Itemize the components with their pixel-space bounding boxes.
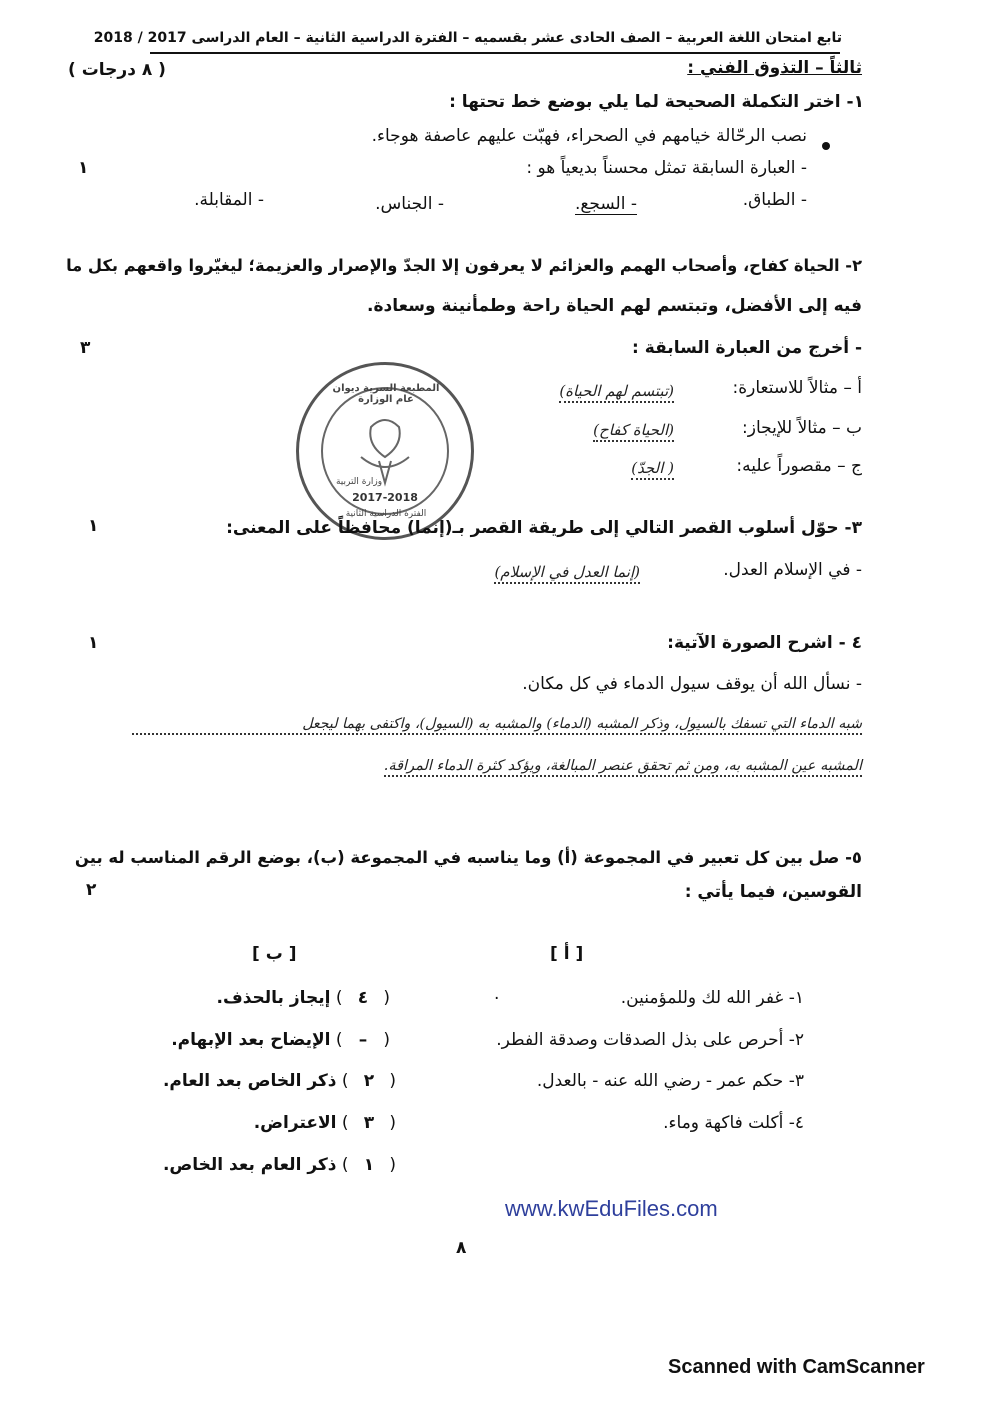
q5-group-b-answer-3[interactable]: ٢ (363, 1071, 375, 1091)
q5-group-a-item-1: ١- غفر الله لك وللمؤمنين. (620, 988, 804, 1008)
q1-prompt: ١- اختر التكملة الصحيحة لما يلي بوضع خط تحتها : (449, 92, 864, 112)
q5-group-b-text-1: إيجاز بالحذف. (216, 988, 331, 1008)
q5-group-b-text-4: الاعتراض. (253, 1113, 337, 1133)
stamp-text-bottom: الفترة الدراسية الثانية (345, 509, 427, 519)
q5-group-b-row-4: ( ٣ ) الاعتراض. (253, 1113, 396, 1133)
stamp-year: 2017-2018 (352, 491, 418, 504)
q1-statement: - العبارة السابقة تمثل محسناً بديعياً هو : (526, 158, 807, 178)
q5-prompt-line1: ٥- صل بين كل تعبير في المجموعة (أ) وما يناسبه في المجموعة (ب)، بوضع الرقم المناسب له بين (74, 848, 862, 867)
q5-group-b-answer-5[interactable]: ١ (363, 1155, 375, 1175)
q5-group-b-row-3: ( ٢ ) ذكر الخاص بعد العام. (162, 1071, 396, 1091)
q3-mark: ١ (88, 516, 99, 536)
exam-header: تابع امتحان اللغة العربية – الصف الحادى عشر بقسميه – الفترة الدراسية الثانية – العام الدراسى 2017 / 2018 (93, 30, 842, 46)
q1-mark: ١ (78, 158, 89, 178)
q2-item-a-label: أ – مثالاً للاستعارة: (732, 378, 862, 398)
q3-sentence: - في الإسلام العدل. (723, 560, 862, 580)
q3-prompt: ٣- حوّل أسلوب القصر التالي إلى طريقة القصر بـ(إنما) محافظاً على المعنى: (226, 518, 862, 538)
q4-prompt: ٤ - اشرح الصورة الآتية: (667, 633, 862, 653)
stamp-text-top: المطبعة السرية ديوان عام الوزارة (332, 383, 440, 405)
ministry-stamp (296, 362, 474, 540)
section-marks: ( ٨ درجات ) (68, 60, 166, 80)
q5-dot: . (494, 984, 500, 1004)
q5-prompt-line2: القوسين، فيما يأتي : (684, 882, 862, 902)
q5-group-b-text-5: ذكر العام بعد الخاص. (162, 1155, 337, 1175)
q5-group-b-row-2: ( – ) الإيضاح بعد الإبهام. (171, 1030, 390, 1050)
q2-item-b-answer[interactable]: (الحياة كفاح) (593, 421, 674, 442)
q1-option-2-selected[interactable]: - السجع. (574, 194, 637, 214)
q2-item-c-answer[interactable]: ( الجدّ) (631, 459, 674, 480)
q2-paragraph-line2: فيه إلى الأفضل، وتبتسم لهم الحياة راحة وطمأنينة وسعادة. (367, 296, 862, 316)
q5-mark: ٢ (86, 880, 97, 900)
q4-answer-line1[interactable]: شبه الدماء التي تسفك بالسيول، وذكر المشبه (الدماء) والمشبه به (السيول)، واكتفى بهما ليجعل (132, 716, 862, 735)
q1-option-1[interactable]: - الطباق. (742, 190, 807, 210)
q4-mark: ١ (88, 633, 99, 653)
page-number: ٨ (456, 1238, 467, 1258)
camscanner-watermark: Scanned with CamScanner (668, 1356, 925, 1378)
q1-option-3[interactable]: - الجناس. (375, 194, 444, 214)
q5-group-b-answer-1[interactable]: ٤ (357, 988, 369, 1008)
q5-group-b-heading: [ ب ] (252, 944, 297, 964)
q5-group-b-answer-2[interactable]: – (358, 1030, 368, 1050)
q2-item-b-label: ب – مثالاً للإيجاز: (742, 418, 862, 438)
q4-sentence: - نسأل الله أن يوقف سيول الدماء في كل مكان. (522, 674, 862, 694)
q4-answer-line2[interactable]: المشبه عين المشبه به، ومن ثم تحقق عنصر المبالغة، ويؤكد كثرة الدماء المراقة. (384, 758, 862, 777)
q2-item-c-label: ج – مقصوراً عليه: (736, 456, 862, 476)
q1-bullet (822, 135, 830, 154)
stamp-text-mid: وزارة التربية (335, 477, 383, 487)
q5-group-b-text-2: الإيضاح بعد الإبهام. (171, 1030, 331, 1050)
q3-answer[interactable]: (إنما العدل في الإسلام) (494, 563, 640, 584)
q5-group-a-heading: [ أ ] (550, 944, 584, 964)
header-underline (150, 52, 840, 54)
q5-group-b-text-3: ذكر الخاص بعد العام. (162, 1071, 337, 1091)
q2-prompt: - أخرج من العبارة السابقة : (632, 338, 862, 358)
q2-item-a-answer[interactable]: (تبتسم لهم الحياة) (559, 382, 674, 403)
q5-group-a-item-2: ٢- أحرص على بذل الصدقات وصدقة الفطر. (496, 1030, 804, 1050)
q2-paragraph-line1: ٢- الحياة كفاح، وأصحاب الهمم والعزائم لا يعرفون إلا الجدّ والإصرار والعزيمة؛ ليغيّروا واقعهم بكل ما (66, 256, 862, 275)
q5-group-b-row-1: ( ٤ ) إيجاز بالحذف. (216, 988, 390, 1008)
q1-sentence: نصب الرحّالة خيامهم في الصحراء، فهبّت عليهم عاصفة هوجاء. (371, 126, 807, 146)
website-link[interactable]: www.kwEduFiles.com (505, 1196, 718, 1221)
q5-group-b-answer-4[interactable]: ٣ (363, 1113, 375, 1133)
q2-mark: ٣ (80, 338, 91, 358)
q5-group-b-row-5: ( ١ ) ذكر العام بعد الخاص. (162, 1155, 396, 1175)
section-title: ثالثاً – التذوق الفني : (687, 58, 862, 78)
q5-group-a-item-3: ٣- حكم عمر - رضي الله عنه - بالعدل. (536, 1071, 804, 1091)
q5-group-a-item-4: ٤- أكلت فاكهة وماء. (663, 1113, 804, 1133)
q1-option-4[interactable]: - المقابلة. (194, 190, 264, 210)
